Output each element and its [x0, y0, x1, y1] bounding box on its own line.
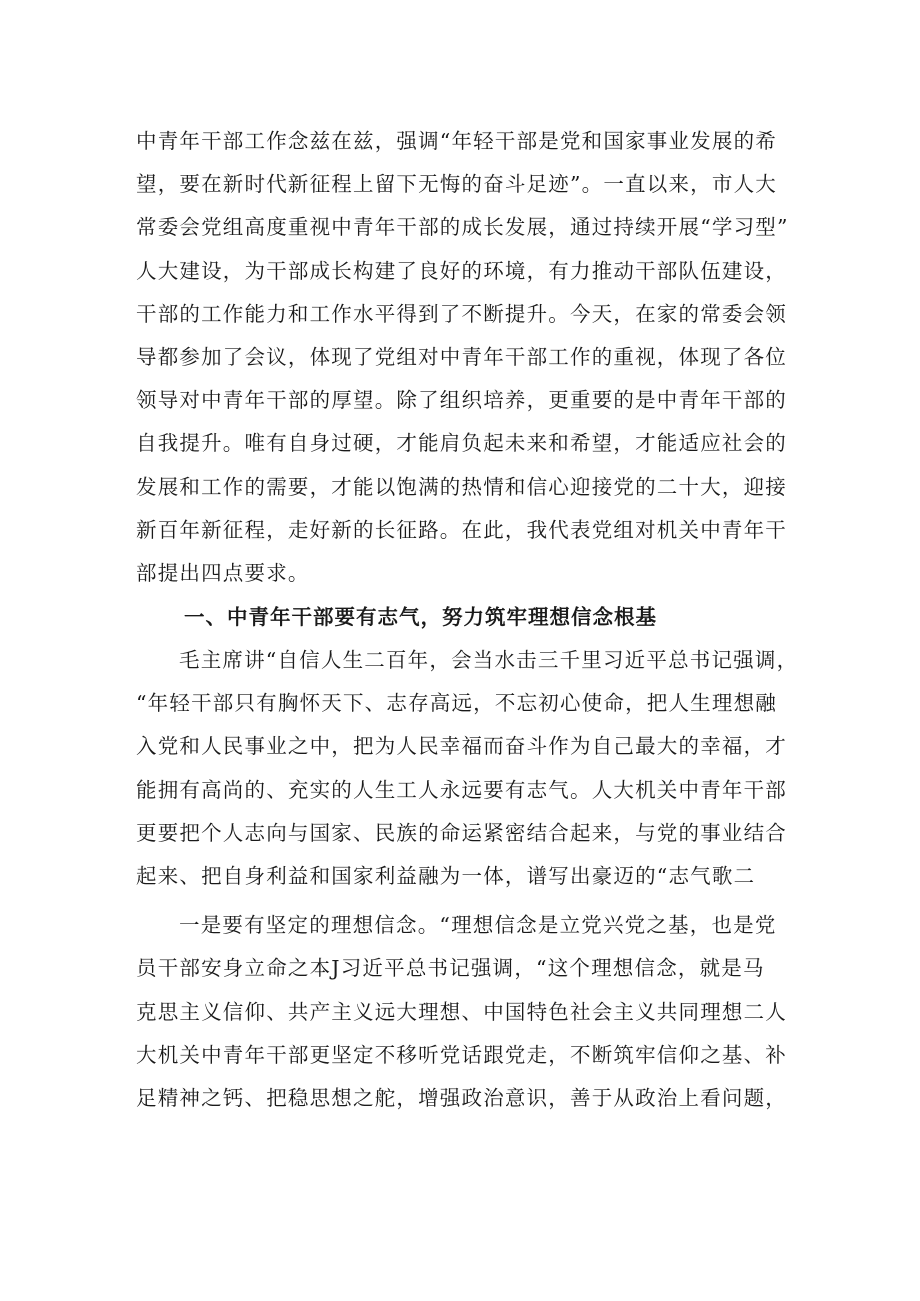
paragraph-intro — [136, 120, 790, 595]
document-body — [136, 120, 799, 1120]
paragraph-point-1 — [136, 904, 790, 1120]
text-line: 导都参加了会议，体现了党组对中青年干部工作的重视，体现了各位 — [136, 344, 787, 369]
text-line: 更要把个人志向与国家、民族的命运紧密结合起来，与党的事业结合 — [136, 820, 787, 845]
text-line: 望，要在新时代新征程上留下无悔的奋斗足迹”。一直以来，市人大 — [136, 172, 777, 197]
section-heading: 一、中青年干部要有志气，努力筑牢理想信念根基 — [184, 605, 657, 630]
text-line: 发展和工作的需要，才能以饱满的热情和信心迎接党的二十大，迎接 — [136, 474, 787, 499]
text-line: 足精神之钙、把稳思想之舵，增强政治意识，善于从政治上看问题， — [136, 1085, 787, 1110]
text-line: 干部的工作能力和工作水平得到了不断提升。今天，在家的常委会领 — [136, 301, 787, 326]
text-line: 毛主席讲“自信人生二百年，会当水击三千里习近平总书记强调， — [179, 648, 799, 673]
text-line: 新百年新征程，走好新的长征路。在此，我代表党组对机关中青年干 — [136, 517, 787, 542]
text-line: 能拥有高尚的、充实的人生工人永远要有志气。人大机关中青年干部 — [136, 777, 787, 802]
text-line: 领导对中青年干部的厚望。除了组织培养，更重要的是中青年干部的 — [136, 388, 787, 413]
text-line: 克思主义信仰、共产主义远大理想、中国特色社会主义共同理想二人 — [136, 999, 787, 1024]
text-line: 员干部安身立命之本J习近平总书记强调，“这个理想信念，就是马 — [136, 956, 765, 981]
text-line: 大机关中青年干部更坚定不移听党话跟党走，不断筑牢信仰之基、补 — [136, 1042, 787, 1067]
text-line: “年轻干部只有胸怀天下、志存高远，不忘初心使命，把人生理想融 — [136, 691, 777, 716]
text-line: 入党和人民事业之中，把为人民幸福而奋斗作为自己最大的幸福，才 — [136, 734, 787, 759]
text-line: 部提出四点要求。 — [136, 560, 310, 585]
text-line: 一是要有坚定的理想信念。“理想信念是立党兴党之基，也是党 — [179, 913, 777, 938]
text-line: 起来、把自身利益和国家利益融为一体，谱写出豪迈的“志气歌二 — [136, 864, 756, 888]
text-line: 常委会党组高度重视中青年干部的成长发展，通过持续开展“学习型” — [136, 215, 789, 240]
paragraph-section-1 — [136, 639, 799, 898]
text-line: 人大建设，为干部成长构建了良好的环境，有力推动干部队伍建设， — [136, 258, 787, 283]
text-line: 中青年干部工作念兹在兹，强调“年轻干部是党和国家事业发展的希 — [136, 129, 777, 153]
text-line: 自我提升。唯有自身过硬，才能肩负起未来和希望，才能适应社会的 — [136, 431, 787, 456]
